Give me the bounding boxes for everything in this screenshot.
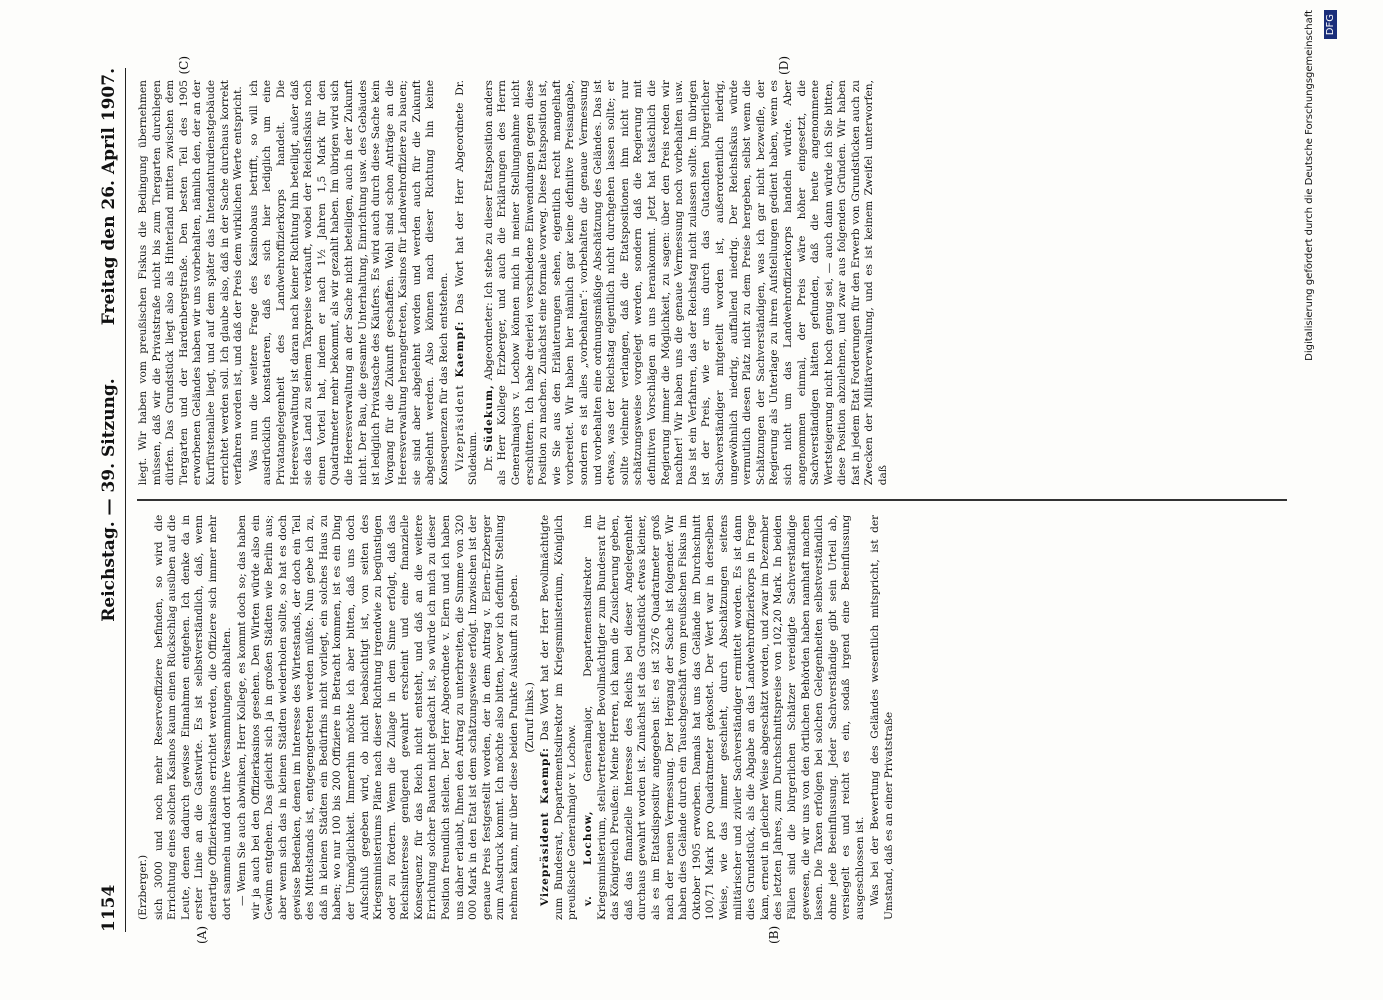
page-number: 1154 bbox=[98, 884, 119, 932]
page-title: Reichstag. — 39. Sitzung. bbox=[98, 378, 119, 622]
speaker-name: Kaempf: bbox=[453, 320, 466, 378]
paragraph-lead: Dr. bbox=[482, 455, 495, 472]
paragraph-text: Generalmajor, Departementsdirektor im Kriegsministerium, stellvertretender Bevollmächtigter zum Bundesrat für das Königreich Preußen: Meine Herren, ich kann die Zusicherung geben, daß das finanzielle Interesse des Reichs bei dieser Angelegenheit durchaus gewahrt worden ist. Zunächst ist das Grundstück etwas kleiner, als es im Etatsdispositiv angegeben ist: es ist 3276 Quadratmeter groß nach der neuen Vermessung. Der Hergang der Sache ist folgender. Wir haben dies Gelände durch ein Tauschgeschäft vom preußischen Fiskus im Oktober 1905 erworben. Damals hat uns das Gelände im Durchschnitt 100,71 Mark pro Quadratmeter gekostet. Der Wert war in derselben Weise, wie das immer geschieht, durch Abschätzungen seitens militärischer und ziviler Sachverständiger ermittelt worden. Es ist dann dies Grundstück, als die Abgabe an das Landwehroffizierkorps in Frage kam, erneut in gleicher Weise abgeschätzt worden, und zwar im Dezember des letzten Jahres, zum Durchschnittspreise von 102,20 Mark. In beiden Fällen sind die bürgerlichen Schätzer vereidigte Sachverständige gewesen, die wir uns von den örtlichen Behörden haben namhaft machen lassen. Die Taxen erfolgen bei solchen Gelegenheiten selbstverständlich ohne jede Beeinflussung. Jeder Sachverständige gibt sein Urteil ab, versiegelt es und reicht es ein, sodaß irgend eine Beeinflussung ausgeschlossen ist. bbox=[581, 514, 866, 920]
right-column bbox=[137, 80, 1287, 485]
paragraph bbox=[453, 80, 480, 485]
paragraph-text: Das Wort hat der Herr Bevollmächtigte zum Bundesrat, Departementsdirektor im Kriegsministerium, Königlich preußische Generalmajor v. Lochow. bbox=[538, 514, 578, 920]
paragraph: sich 3000 und noch mehr Reserveoffiziere befinden, so wird die Errichtung eines solchen Kasinos kaum einen Rückschlag ausüben auf die Leute, denen dadurch gewisse Einnahmen entgehen. Ich denke da in erster Linie an die Gastwirte. Es ist selbstverständlich, daß, wenn derartige Offizierkasinos errichtet werden, die Offiziere sich immer mehr dort sammeln und dort ihre Versammlungen abhalten. bbox=[152, 514, 233, 920]
interjection: (Zuruf links.) bbox=[523, 682, 536, 753]
speaker-name: Vizepräsident Kaempf: bbox=[538, 747, 551, 906]
paragraph-text: Abgeordneter: Ich stehe zu dieser Etatsposition anders als Herr Kollege Erzberger, und auch die Erklärungen des Herrn Generalmajors v. Lochow können mich in meiner Stellungnahme nicht erschüttern. Ich habe dreierlei verschiedene Einwendungen gegen diese Position zu machen. Zunächst eine formale vorweg. Diese Etatsposition ist, wie Sie aus den Erläuterungen sehen, eigentlich recht mangelhaft vorbereitet. Wir haben hier nämlich gar keine definitive Preisangabe, sondern es ist alles „vorbehalten“: vorbehalten die genaue Vermessung und vorbehalten eine ordnungsmäßige Abschätzung des Geländes. Das ist etwas, was der Reichstag eigentlich nicht durchgehen lassen sollte; er sollte vielmehr verlangen, daß die Etatspositionen ihm nicht nur schätzungsweise vorgelegt werden, sondern daß die Regierung mit definitiven Vorschlägen an uns herankommt. Jetzt hat tatsächlich die Regierung immer die Möglichkeit, zu sagen: über den Preis reden wir nachher! Wir haben uns die genaue Vermessung noch vorbehalten usw. Das ist ein Verfahren, das der Reichstag nicht zulassen sollte. Im übrigen ist der Preis, wie er uns durch das Gutachten bürgerlicher Sachverständiger mitgeteilt worden ist, außerordentlich niedrig, ungewöhnlich niedrig, auffallend niedrig. Der Reichsfiskus würde vermutlich diesen Platz nicht zu dem Preise hergeben, selbst wenn die Schätzungen der Sachverständigen, was ich gar nicht bezweifle, der Regierung als Unterlage zu ihren Aufstellungen gedient haben, wenn es sich nicht um das Landwehroffizierkorps handeln würde. Aber angenommen einmal, der Preis wäre höher eingesetzt, die Sachverständigen hätten gefunden, daß die heute angenommene Wertsteigerung nicht hoch genug sei, — auch dann würde ich Sie bitten, diese Position abzulehnen, und zwar aus folgenden Gründen. Wir haben fast in jedem Etat Forderungen für den Erwerb von Grundstücken auch zu Zwecken der Militärverwaltung, und es ist keinem Zweifel unterworfen, daß bbox=[482, 80, 889, 486]
margin-marker-d: (D) bbox=[776, 56, 791, 75]
dfg-logo: DFG bbox=[1324, 10, 1337, 39]
paragraph bbox=[482, 80, 890, 485]
margin-marker-c: (C) bbox=[176, 56, 191, 75]
paragraph bbox=[539, 515, 580, 920]
speaker-tag: (Erzberger.) bbox=[136, 854, 149, 920]
page-header bbox=[95, 68, 126, 932]
paragraph-lead: Vizepräsident bbox=[453, 384, 466, 472]
paragraph: — Wenn Sie auch abwinken, Herr Kollege, es kommt doch so; das haben wir ja auch bei den Offizierkasinos gesehen. Den Wirten würde also ein Gewinn entgehen. Das gleicht sich ja in großen Städten wie Berlin aus; aber wenn sich das in kleinen Städten wiederholen sollte, so hat es doch gewisse Bedenken, denen im Interesse des Wirtestands, der doch ein Teil des Mittelstands ist, entgegengetreten werden müßte. Nun gebe ich zu, daß in kleinen Städten ein Bedürfnis nicht vorliegt, ein solches Haus zu haben; wo nur 100 bis 200 Offiziere in Betracht kommen, ist es ein Ding der Unmöglichkeit. Immerhin möchte ich aber bitten, daß uns doch Aufschluß gegeben wird, ob nicht beabsichtigt ist, von seiten des Kriegsministeriums Pläne nach dieser Richtung irgendwie zu begünstigen oder zu fördern. Wenn die Zulage in dem Sinne erfolgt, daß das Reichsinteresse genügend gewahrt erscheint und eine finanzielle Konsequenz für das Reich nicht entsteht, und daß an die weitere Errichtung solcher Bauten nicht gedacht ist, so würde ich mich zu dieser Position freundlich stellen. Der Herr Abgeordnete v. Elern und ich haben uns daher erlaubt, Ihnen den Antrag zu unterbreiten, die Summe von 320 000 Mark in den Etat ist dem schätzungsweise erfolgt. Inzwischen ist der genaue Preis festgestellt worden, der in dem Antrag v. Elern-Erzberger zum Ausdruck kommt. Ich möchte also bitten, bevor ich definitiv Stellung nehmen kann, mir über diese beiden Punkte Auskunft zu geben. bbox=[235, 514, 520, 920]
page-date: Freitag den 26. April 1907. bbox=[98, 68, 119, 326]
margin-marker-a: (A) bbox=[194, 925, 209, 944]
paragraph bbox=[582, 515, 867, 920]
paragraph: liegt. Wir haben vom preußischen Fiskus die Bedingung übernehmen müssen, daß wir die Privatstraße nicht bis zum Tiergarten durchlegen dürfen. Das Grundstück liegt also als Hinterland mitten zwischen dem Tiergarten und der Hardenbergstraße. Den besten Teil des 1905 erworbenen Geländes haben wir uns vorbehalten, nämlich den, der an der Kurfürstenallee liegt, und auf dem später das Intendanturdienstgebäude errichtet werden soll. Ich glaube also, daß in der Sache durchaus korrekt verfahren worden ist, und daß der Preis dem wirklichen Werte entspricht. bbox=[136, 80, 244, 486]
left-column bbox=[137, 515, 1287, 920]
text-columns bbox=[137, 80, 1287, 920]
speaker-name: Südekum, bbox=[482, 384, 495, 452]
paragraph: Was nun die weitere Frage des Kasinobaus betrifft, so will ich ausdrücklich konstatieren, daß es sich hier lediglich um eine Privatangelegenheit des Landwehroffizierkorps handelt. Die Heeresverwaltung ist daran nach keiner Richtung hin beteiligt, außer daß sie das Land zu seinem Taxpreise verkauft, wobei der Reichsfiskus noch einen Vorteil hat, indem er nach 1½ Jahren 1,5 Mark für den Quadratmeter mehr bekommt, als wir gezahlt haben. Im übrigen wird sich die Heeresverwaltung an der Sache nicht beteiligen, auch in der Zukunft nicht. Der Bau, die gesamte Unterhaltung, Einrichtung usw. des Gebäudes ist lediglich Privatsache des Käufers. Es wird auch durch diese Sache kein Vorgang für die Zukunft geschaffen. Wohl sind schon Anträge an die Heeresverwaltung herangetreten, Kasinos für Landwehroffiziere zu bauen; sie sind aber abgelehnt worden und werden auch für die Zukunft abgelehnt werden. Also können nach dieser Richtung hin keine Konsequenzen für das Reich entstehen. bbox=[247, 80, 450, 486]
margin-marker-b: (B) bbox=[766, 925, 781, 944]
paragraph: Was bei der Bewertung des Geländes wesentlich mitspricht, ist der Umstand, daß es an einer Privatstraße bbox=[868, 514, 895, 920]
column-divider bbox=[137, 499, 1287, 501]
newspaper-page bbox=[77, 10, 1336, 950]
speaker-name: v. Lochow, bbox=[581, 810, 594, 906]
paragraph-text: Das Wort hat der Herr Abgeordnete Dr. Südekum. bbox=[453, 80, 479, 486]
digitization-notice: Digitalisierung gefördert durch die Deutsche Forschungsgemeinschaft bbox=[1303, 10, 1315, 361]
